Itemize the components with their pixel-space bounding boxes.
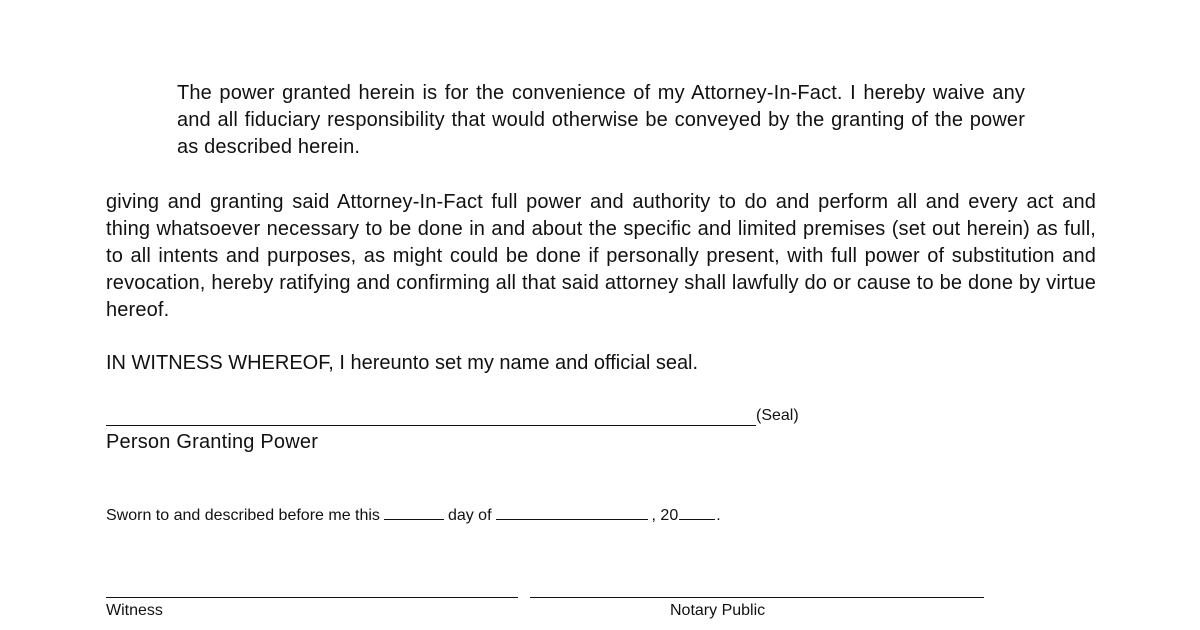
- witness-statement: IN WITNESS WHEREOF, I hereunto set my name and official seal.: [106, 352, 699, 374]
- authority-paragraph: giving and granting said Attorney-In-Fact full power and authority to do and perform all and every act and thing whatsoever necessary to be done in and about the specific and limited premises (set out herein) as full, to all intents and purposes, as might could be done if personally present, with full power of substitution and revocation, hereby ratifying and confirming all that said attorney shall lawfully do or cause to be done by virtue hereof.: [106, 191, 1096, 321]
- sworn-text-period: .: [716, 507, 721, 524]
- month-blank: [496, 505, 648, 520]
- year-blank: [679, 505, 715, 520]
- seal-label: (Seal): [756, 407, 799, 424]
- witness-label: Witness: [106, 602, 163, 619]
- witness-signature-line: [106, 597, 518, 598]
- grantor-label: Person Granting Power: [106, 431, 319, 453]
- notary-label: Notary Public: [670, 602, 766, 619]
- sworn-text-year-prefix: , 20: [651, 507, 679, 524]
- sworn-text-intro: Sworn to and described before me this: [106, 507, 380, 524]
- grantor-signature-line: [106, 425, 756, 426]
- sworn-line: [106, 505, 721, 527]
- sworn-text-day-of: day of: [447, 507, 492, 524]
- day-blank: [384, 505, 444, 520]
- notary-signature-line: [530, 597, 984, 598]
- fiduciary-paragraph: The power granted herein is for the convenience of my Attorney-In-Fact. I hereby waive any and all fiduciary responsibility that would otherwise be conveyed by the granting of the power as described herein.: [177, 82, 1025, 158]
